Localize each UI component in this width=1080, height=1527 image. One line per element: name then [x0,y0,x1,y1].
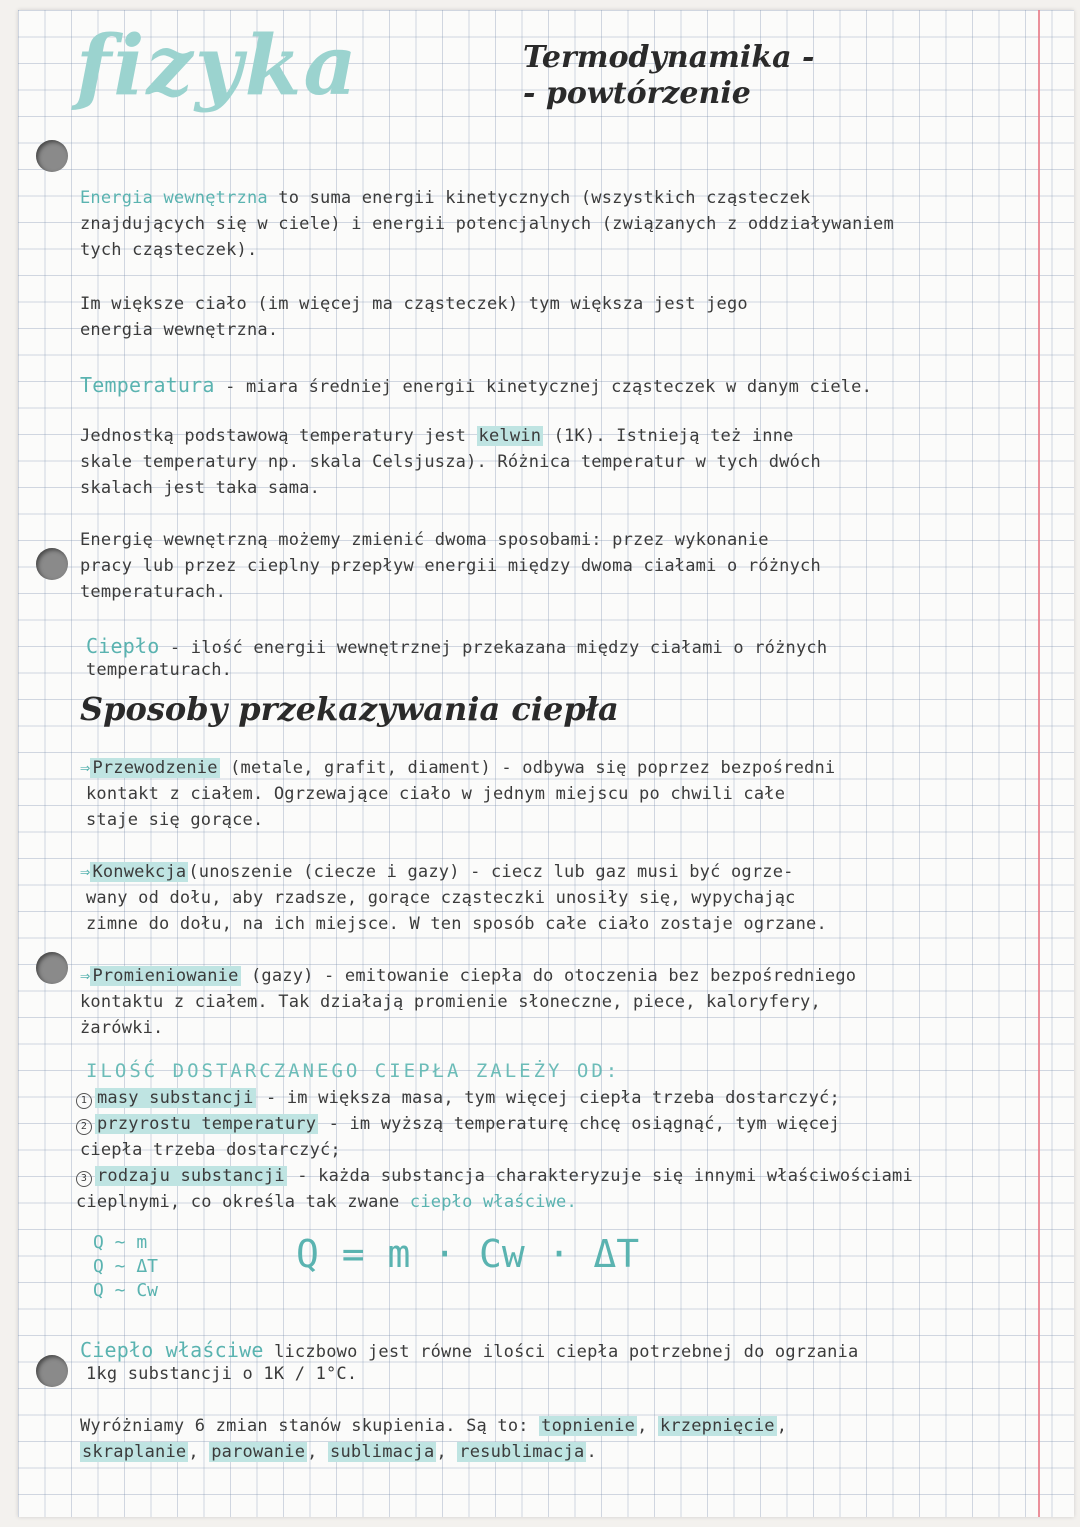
term-cieplo-wlasciwe: Ciepło właściwe [80,1338,264,1362]
promieniowanie-line-2: kontaktu z ciałem. Tak działają promienie słoneczne, piece, kaloryfery, [80,992,821,1012]
highlight-sublimacja: sublimacja [330,1442,435,1462]
arrow-icon: ⇒ [80,758,91,778]
zalezy-line-3b: cieplnymi, co określa tak zwane ciepło właściwe. [76,1192,577,1212]
zalezy-line-2b: ciepła trzeba dostarczyć; [80,1140,341,1160]
arrow-icon: ⇒ [80,966,91,986]
highlight-masy: masy substancji [97,1088,254,1108]
binder-hole [36,952,68,984]
highlight-topnienie: topnienie [541,1416,636,1436]
cieplo-line-2: temperaturach. [86,660,233,680]
cieplo-wlasciwe-line-2: 1kg substancji o 1K / 1°C. [86,1364,358,1384]
zalezy-line-3: 3 rodzaju substancji - każda substancja charakteryzuje się innymi właściwościami [76,1166,913,1187]
proportion-cw: Q ~ Cw [93,1280,159,1301]
term-energia: Energia wewnętrzna [80,188,268,208]
cieplo-line-1: Ciepło - ilość energii wewnętrznej przekazana między ciałami o różnych [86,634,828,658]
highlight-rodzaju: rodzaju substancji [97,1166,285,1186]
jednostka-line-1: Jednostką podstawową temperatury jest kelwin (1K). Istnieją też inne [80,426,794,446]
notebook-page [18,10,1074,1517]
subtitle-line-2: - powtórzenie [523,76,751,111]
term-cieplo: Ciepło [86,634,160,658]
binder-hole [36,548,68,580]
heading-sposoby: Sposoby przekazywania ciepła [80,690,619,728]
term-temperatura: Temperatura [80,373,215,397]
przewodzenie-line-1: ⇒ Przewodzenie (metale, grafit, diament) - odbywa się poprzez bezpośredni [80,758,836,778]
binder-hole [36,140,68,172]
przewodzenie-line-3: staje się gorące. [86,810,264,830]
highlight-resublimacja: resublimacja [459,1442,585,1462]
promieniowanie-line-1: ⇒ Promieniowanie (gazy) - emitowanie ciepła do otoczenia bez bezpośredniego [80,966,857,986]
promieniowanie-line-3: żarówki. [80,1018,164,1038]
proportion-delta-t: Q ~ ΔT [93,1256,159,1277]
highlight-krzepniecie: krzepnięcie [659,1416,775,1436]
highlight-promieniowanie: Promieniowanie [92,966,239,986]
highlight-parowanie: parowanie [211,1442,306,1462]
jednostka-line-2: skale temperatury np. skala Celsjusza). Różnica temperatur w tych dwóch [80,452,821,472]
konwekcja-line-1: ⇒ Konwekcja (unoszenie (ciecze i gazy) - ciecz lub gaz musi być ogrze- [80,862,794,882]
im-wieksze-line-1: Im większe ciało (im więcej ma cząsteczek) tym większa jest jego [80,294,748,314]
cieplo-wlasciwe-line-1: Ciepło właściwe liczbowo jest równe ilości ciepła potrzebnej do ogrzania [80,1338,859,1362]
subtitle-line-1: Termodynamika - [523,40,815,75]
energia-line-2: znajdujących się w ciele) i energii potencjalnych (związanych z oddziaływaniem [80,214,894,234]
heat-formula: Q = m · Cw · ΔT [296,1232,640,1276]
proportion-mass: Q ~ m [93,1232,148,1253]
konwekcja-line-3: zimne do dołu, na ich miejsce. W ten sposób całe ciało zostaje ogrzane. [86,914,827,934]
highlight-przyrostu: przyrostu temperatury [97,1114,317,1134]
zmiana-line-1: Energię wewnętrzną możemy zmienić dwoma sposobami: przez wykonanie [80,530,769,550]
zmiany-line-2: skraplanie , parowanie , sublimacja , resublimacja . [82,1442,597,1462]
highlight-kelwin: kelwin [478,426,542,446]
highlight-konwekcja: Konwekcja [92,862,187,882]
margin-line [1038,10,1040,1517]
przewodzenie-line-2: kontakt z ciałem. Ogrzewające ciało w jednym miejscu po chwili całe [86,784,786,804]
zmiana-line-3: temperaturach. [80,582,227,602]
zmiany-line-1: Wyróżniamy 6 zmian stanów skupienia. Są to: topnienie , krzepnięcie , [80,1416,788,1436]
zalezy-line-2: 2 przyrostu temperatury - im wyższą temperaturę chcę osiągnąć, tym więcej [76,1114,840,1135]
highlight-przewodzenie: Przewodzenie [92,758,218,778]
konwekcja-line-2: wany od dołu, aby rzadsze, gorące cząsteczki unosiły się, wypychając [86,888,796,908]
zmiana-line-2: pracy lub przez cieplny przepływ energii między dwoma ciałami o różnych [80,556,821,576]
zalezy-line-1: 1 masy substancji - im większa masa, tym więcej ciepła trzeba dostarczyć; [76,1088,840,1109]
arrow-icon: ⇒ [80,862,91,882]
energia-line-3: tych cząsteczek). [80,240,258,260]
highlight-skraplanie: skraplanie [82,1442,187,1462]
temperatura-line: Temperatura - miara średniej energii kinetycznej cząsteczek w danym ciele. [80,373,873,397]
binder-hole [36,1355,68,1387]
jednostka-line-3: skalach jest taka sama. [80,478,321,498]
im-wieksze-line-2: energia wewnętrzna. [80,320,279,340]
heading-ilosc: ILOŚĆ DOSTARCZANEGO CIEPŁA ZALEŻY OD: [86,1060,621,1082]
page-title: fizyka [76,18,359,114]
energia-line-1: Energia wewnętrzna to suma energii kinetycznych (wszystkich cząsteczek [80,188,811,208]
